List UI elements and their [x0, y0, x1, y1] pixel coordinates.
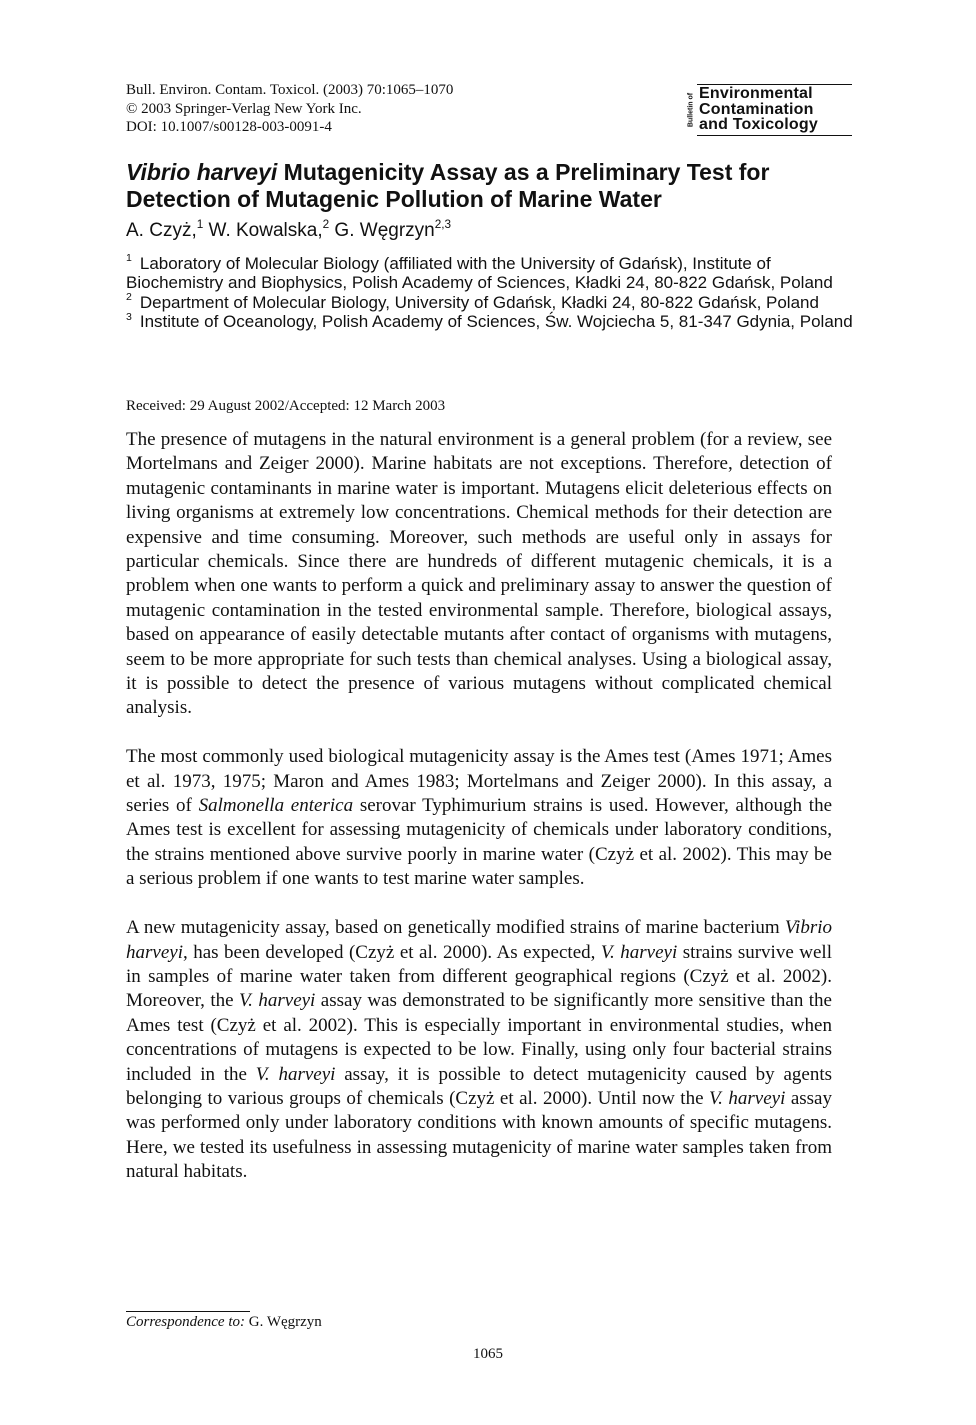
- body-paragraph: [126, 428, 832, 721]
- affiliation-item: [126, 254, 856, 293]
- affiliation-text: Laboratory of Molecular Biology (affiliated with the University of Gdańsk), Institute of Biochemistry and Biophysics, Polish Academy of Sciences, Kładki 24, 80-822 Gdańsk, Poland: [126, 254, 833, 293]
- species-name: Salmonella enterica: [198, 795, 354, 817]
- logo-bulletin-of: [686, 86, 696, 134]
- species-name: Vibrio harveyi: [126, 917, 832, 963]
- paragraph-text: The presence of mutagens in the natural environment is a general problem (for a review, see Mortelmans and Zeiger 2000). Marine habitats are not exceptions. Therefore, detection of mutagenic contaminants in marine water is important. Mutagens elicit deleterious effects on living organisms at extremely low concentrations. Chemical methods for their detection are expensive and time consuming. Moreover, such methods are useful only in assays for particular chemicals. Since there are hundreds of different mutagenic chemicals, it is a problem when one wants to perform a quick and preliminary assay to answer the question of mutagenic contamination in the tested environmental sample. Therefore, biological assays, based on appearance of easily detectable mutants after contact of organisms with mutagens, seem to be more appropriate for such tests than chemical analyses. Using a biological assay, it is possible to detect the presence of various mutagens without complicated chemical analysis.: [126, 429, 832, 719]
- author-affiliation-marker: 2,3: [434, 217, 452, 231]
- author-name: G. Węgrzyn: [329, 220, 435, 241]
- affiliation-number: 2: [126, 291, 132, 304]
- species-name: V. harveyi: [255, 1063, 336, 1085]
- author-affiliation-marker: 2: [322, 217, 330, 231]
- page-number: 1065: [473, 1346, 503, 1362]
- body-paragraph: [126, 745, 832, 891]
- article-body: [126, 428, 832, 1209]
- author-list: [126, 219, 451, 243]
- affiliation-item: [126, 312, 856, 331]
- paragraph-text: assay, it is possible to detect mutagenicity caused by agents belonging to various groups of chemicals (Czyż et al. 2000). Until now the: [126, 1063, 832, 1109]
- footnote-label: Correspondence to:: [126, 1314, 246, 1330]
- correspondence-footnote: [126, 1313, 322, 1331]
- paragraph-text: assay was performed only under laboratory conditions with known amounts of specific mutagens. Here, we tested its usefulness in assessing mutagenicity of marine water samples taken from natural habitats.: [126, 1087, 832, 1183]
- title-rest: Mutagenicity Assay as a Preliminary Test for Detection of Mutagenic Pollution of Marine Water: [126, 159, 770, 212]
- logo-wordmark: [699, 86, 818, 133]
- species-name: V. harveyi: [239, 990, 316, 1012]
- header-citation: [126, 81, 453, 137]
- paragraph-text: A new mutagenicity assay, based on genetically modified strains of marine bacterium: [126, 917, 785, 939]
- species-name: V. harveyi: [600, 941, 678, 963]
- footnote-name: G. Węgrzyn: [245, 1314, 322, 1330]
- received-dates: Received: 29 August 2002/Accepted: 12 March 2003: [126, 398, 446, 414]
- paragraph-text: strains survive well in samples of marine water taken from different geographical regions (Czyż et al. 2002). Moreover, the: [126, 941, 832, 1012]
- author-name: A. Czyż,: [126, 220, 197, 241]
- paragraph-text: The most commonly used biological mutagenicity assay is the Ames test (Ames 1971; Ames et al. 1973, 1975; Maron and Ames 1983; Mortelmans and Zeiger 2000). In this assay, a series of: [126, 746, 832, 817]
- citation-doi: DOI: 10.1007/s00128-003-0091-4: [126, 119, 332, 135]
- species-name: V. harveyi: [709, 1087, 786, 1109]
- paragraph-text: , has been developed (Czyż et al. 2000). As expected,: [182, 941, 601, 963]
- logo-line-contamination: Contamination: [699, 100, 814, 118]
- logo-line-environmental: Environmental: [699, 85, 813, 102]
- body-paragraph: [126, 916, 832, 1184]
- affiliation-text: Institute of Oceanology, Polish Academy of Sciences, Św. Wojciecha 5, 81-347 Gdynia, Poland: [139, 312, 853, 332]
- footnote-rule: [126, 1311, 250, 1312]
- author-name: W. Kowalska,: [203, 220, 323, 241]
- article-title: [126, 159, 866, 213]
- title-species: Vibrio harveyi: [126, 159, 278, 185]
- citation-journal: Bull. Environ. Contam. Toxicol. (2003) 70:1065–1070: [126, 82, 454, 98]
- affiliation-number: 3: [126, 310, 132, 323]
- affiliations: [126, 254, 856, 332]
- logo-vertical-text: Bulletin of: [687, 92, 695, 128]
- journal-logo: [686, 84, 852, 136]
- affiliation-text: Department of Molecular Biology, University of Gdańsk, Kładki 24, 80-822 Gdańsk, Poland: [139, 292, 819, 312]
- paragraph-text: serovar Typhimurium strains is used. However, although the Ames test is excellent for assessing mutagenicity of chemicals under laboratory conditions, the strains mentioned above survive poorly in marine water (Czyż et al. 2002). This may be a serious problem if one wants to test marine water samples.: [126, 795, 832, 890]
- affiliation-number: 1: [126, 252, 132, 265]
- citation-copyright: © 2003 Springer-Verlag New York Inc.: [126, 100, 362, 117]
- logo-line-toxicology: and Toxicology: [699, 116, 818, 133]
- paragraph-text: assay was demonstrated to be significantly more sensitive than the Ames test (Czyż et al. 2002). This is especially important in environmental studies, when concentrations of mutagens is expected to be low. Finally, using only four bacterial strains included in the: [126, 990, 832, 1085]
- affiliation-item: [126, 293, 856, 312]
- author-affiliation-marker: 1: [196, 217, 204, 231]
- logo-bottom-rule: [697, 135, 852, 136]
